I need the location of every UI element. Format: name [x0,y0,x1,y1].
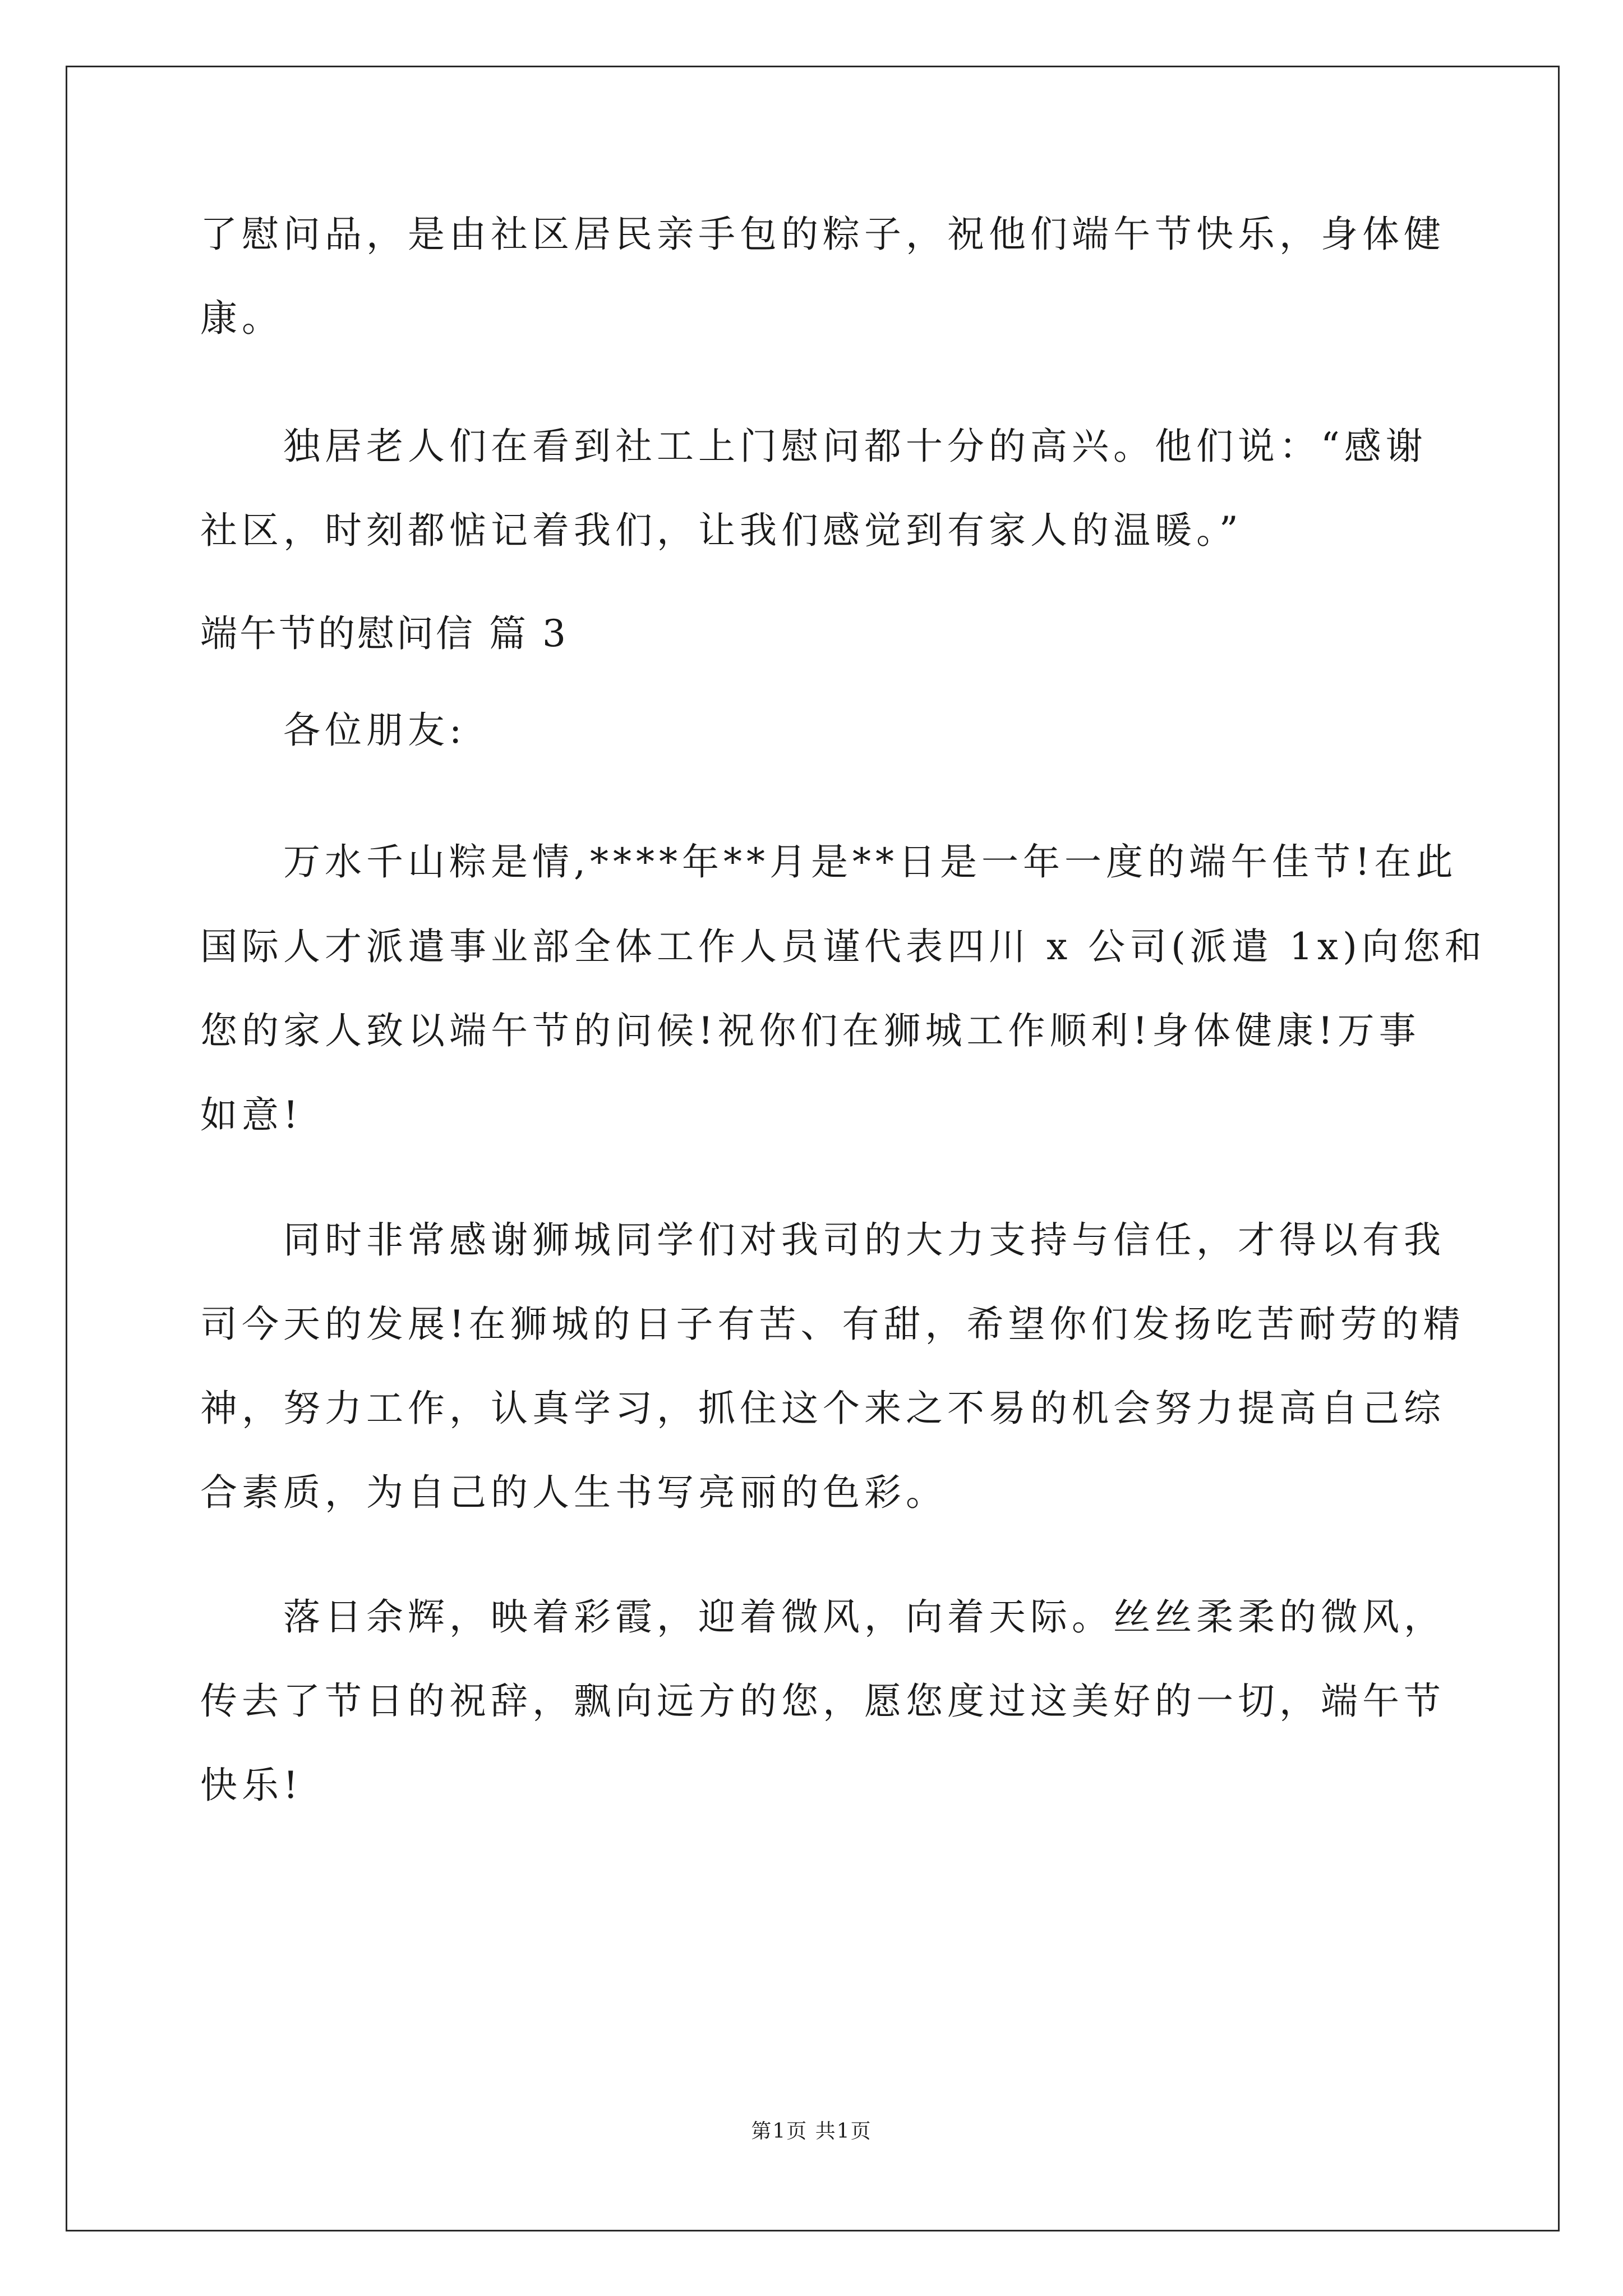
paragraph-line: 落日余辉，映着彩霞，迎着微风，向着天际。丝丝柔柔的微风， [283,1595,1445,1639]
paragraph-line: 司今天的发展!在狮城的日子有苦、有甜，希望你们发扬吃苦耐劳的精 [200,1303,1465,1346]
paragraph-line: 如意! [200,1093,303,1137]
paragraph-line: 国际人才派遣事业部全体工作人员谨代表四川 x 公司(派遣 1x)向您和 [200,925,1486,968]
section-heading: 端午节的慰问信 篇 3 [200,612,568,655]
paragraph-line: 神，努力工作，认真学习，抓住这个来之不易的机会努力提高自己综 [200,1387,1445,1430]
paragraph-line: 社区，时刻都惦记着我们，让我们感觉到有家人的温暖。” [200,509,1243,552]
paragraph-line: 您的家人致以端午节的问候!祝你们在狮城工作顺利!身体健康!万事 [200,1009,1421,1052]
salutation: 各位朋友: [283,708,467,752]
page-footer: 第1页 共1页 [751,2120,872,2143]
paragraph-line: 康。 [200,297,283,340]
paragraph-line: 万水千山粽是情,****年**月是**日是一年一度的端午佳节!在此 [283,840,1458,884]
paragraph-line: 合素质，为自己的人生书写亮丽的色彩。 [200,1471,947,1514]
page-border [66,66,1560,2231]
paragraph-line: 快乐! [200,1764,303,1807]
paragraph-line: 传去了节日的祝辞，飘向远方的您，愿您度过这美好的一切，端午节 [200,1680,1445,1723]
paragraph-line: 了慰问品，是由社区居民亲手包的粽子，祝他们端午节快乐，身体健 [200,213,1445,256]
paragraph-line: 独居老人们在看到社工上门慰问都十分的高兴。他们说：“感谢 [283,425,1427,468]
paragraph-line: 同时非常感谢狮城同学们对我司的大力支持与信任，才得以有我 [283,1218,1445,1262]
